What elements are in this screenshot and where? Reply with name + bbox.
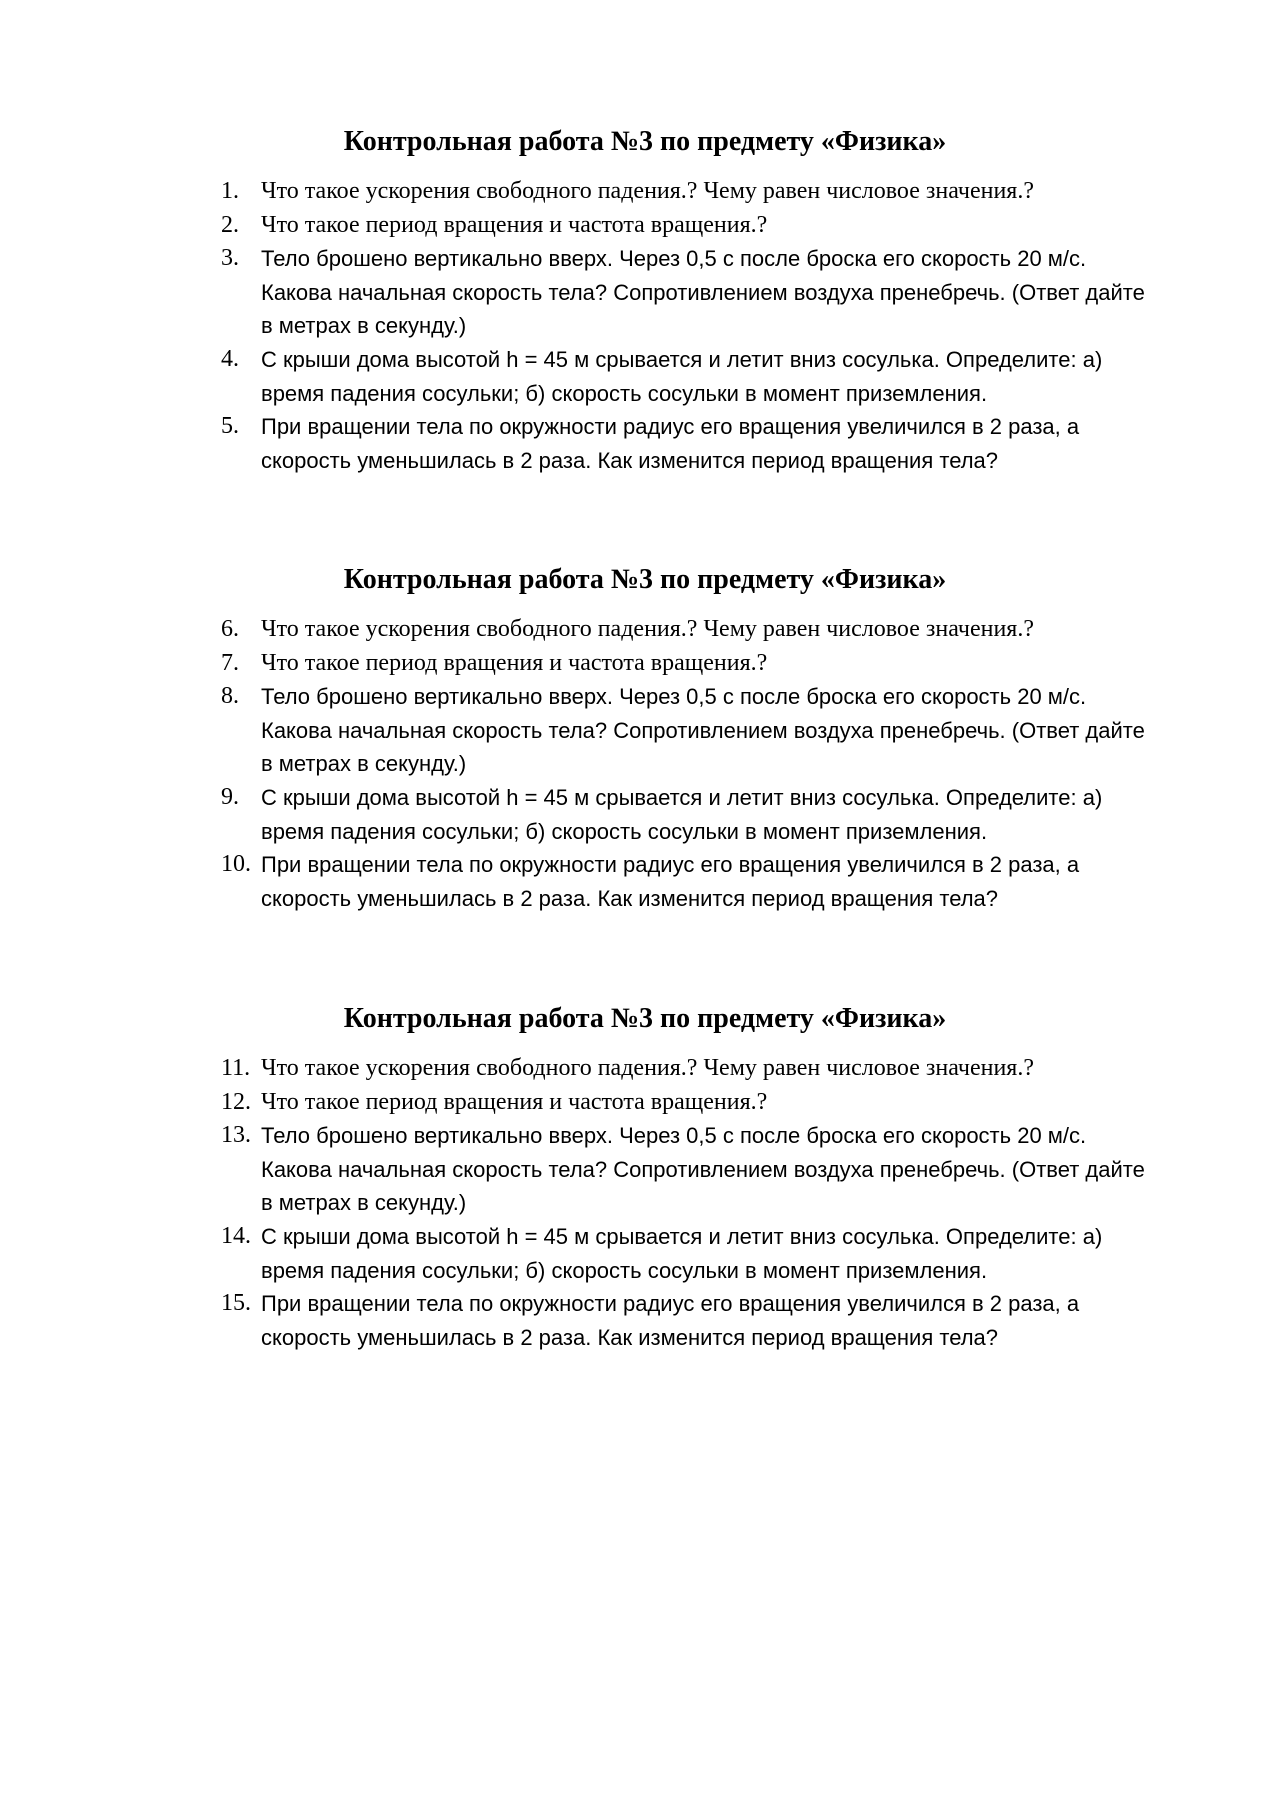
question-item	[0, 848, 1161, 915]
question-number: 9.	[221, 783, 239, 810]
question-text: С крыши дома высотой h = 45 м срывается и летит вниз сосулька. Определите: а) время падения сосульки; б) скорость сосульки в момент приземления.	[261, 1223, 1103, 1283]
section-title: Контрольная работа №3 по предмету «Физика»	[343, 126, 947, 157]
test-section-3	[0, 995, 1280, 1354]
question-text: С крыши дома высотой h = 45 м срывается и летит вниз сосулька. Определите: а) время падения сосульки; б) скорость сосульки в момент приземления.	[261, 784, 1103, 844]
question-item	[0, 680, 1161, 781]
question-list	[0, 1052, 1280, 1354]
question-text: Тело брошено вертикально вверх. Через 0,5 с после броска его скорость 20 м/с. Какова начальная скорость тела? Сопротивлением воздуха пренебречь. (Ответ дайте в метрах в секунду.)	[261, 1123, 1145, 1216]
question-number: 14.	[221, 1222, 251, 1249]
question-item	[0, 1052, 1161, 1086]
question-number: 11.	[221, 1055, 251, 1081]
question-item	[0, 175, 1161, 209]
question-text: Тело брошено вертикально вверх. Через 0,5 с после броска его скорость 20 м/с. Какова начальная скорость тела? Сопротивлением воздуха пренебречь. (Ответ дайте в метрах в секунду.)	[261, 246, 1145, 339]
question-text: Тело брошено вертикально вверх. Через 0,5 с после броска его скорость 20 м/с. Какова начальная скорость тела? Сопротивлением воздуха пренебречь. (Ответ дайте в метрах в секунду.)	[261, 684, 1145, 777]
question-text: Что такое ускорения свободного падения.? Чему равен числовое значения.?	[261, 616, 1034, 642]
question-number: 8.	[221, 683, 239, 710]
question-number: 7.	[221, 649, 239, 676]
question-item	[0, 613, 1161, 647]
question-text: При вращении тела по окружности радиус его вращения увеличился в 2 раза, а скорость уменьшилась в 2 раза. Как изменится период вращения тела?	[261, 852, 1080, 911]
question-item	[0, 1086, 1161, 1120]
question-number: 10.	[221, 851, 251, 878]
question-number: 13.	[221, 1122, 251, 1149]
question-text: Что такое ускорения свободного падения.? Чему равен числовое значения.?	[261, 178, 1034, 204]
question-item	[0, 242, 1161, 343]
test-section-2	[0, 556, 1280, 915]
question-text: С крыши дома высотой h = 45 м срывается и летит вниз сосулька. Определите: а) время падения сосульки; б) скорость сосульки в момент приземления.	[261, 346, 1103, 406]
question-text: Что такое период вращения и частота вращения.?	[261, 1088, 768, 1115]
question-text: Что такое период вращения и частота вращения.?	[261, 649, 768, 676]
question-list	[0, 175, 1280, 477]
question-number: 4.	[221, 345, 239, 372]
question-number: 15.	[221, 1290, 251, 1317]
question-number: 2.	[221, 211, 239, 238]
question-number: 3.	[221, 245, 239, 272]
question-item	[0, 781, 1161, 848]
question-item	[0, 1220, 1161, 1287]
question-item	[0, 647, 1161, 681]
question-number: 5.	[221, 413, 239, 440]
question-number: 6.	[221, 616, 239, 642]
question-text: Что такое ускорения свободного падения.? Чему равен числовое значения.?	[261, 1055, 1034, 1081]
question-text: При вращении тела по окружности радиус его вращения увеличился в 2 раза, а скорость уменьшилась в 2 раза. Как изменится период вращения тела?	[261, 414, 1080, 473]
section-title: Контрольная работа №3 по предмету «Физика»	[343, 564, 947, 595]
section-title: Контрольная работа №3 по предмету «Физика»	[343, 1003, 947, 1034]
question-item	[0, 1287, 1161, 1354]
question-list	[0, 613, 1280, 915]
test-section-1	[0, 118, 1280, 477]
question-text: При вращении тела по окружности радиус его вращения увеличился в 2 раза, а скорость уменьшилась в 2 раза. Как изменится период вращения тела?	[261, 1291, 1080, 1350]
question-item	[0, 343, 1161, 410]
question-item	[0, 410, 1161, 477]
question-item	[0, 209, 1161, 243]
question-item	[0, 1119, 1161, 1220]
question-number: 12.	[221, 1088, 251, 1115]
question-number: 1.	[221, 178, 239, 204]
question-text: Что такое период вращения и частота вращения.?	[261, 211, 768, 238]
